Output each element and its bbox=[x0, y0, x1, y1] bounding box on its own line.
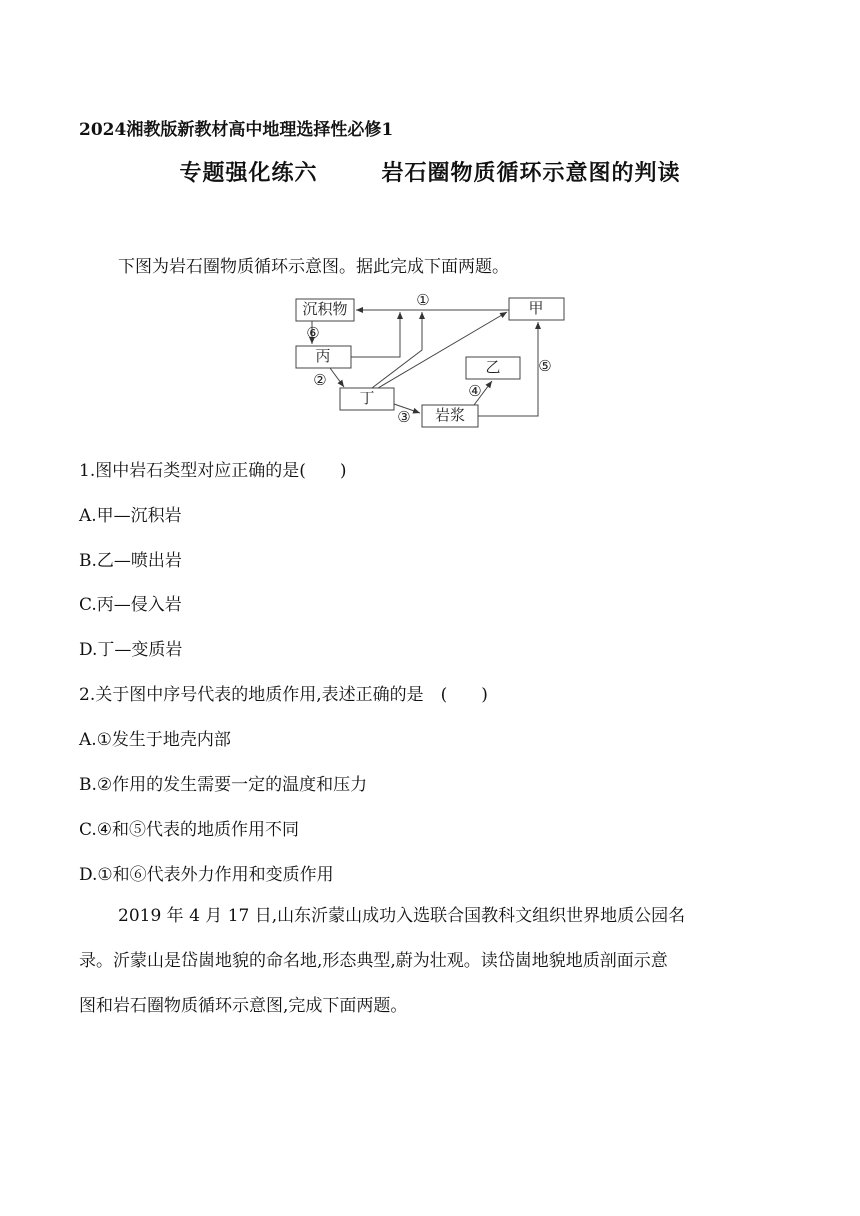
rock-cycle-diagram bbox=[0, 288, 860, 438]
question-1-option-a: A.甲—沉积岩 bbox=[79, 506, 182, 526]
label-bing: 丙 bbox=[315, 347, 331, 365]
question-1-option-b: B.乙—喷出岩 bbox=[79, 551, 182, 571]
label-ding: 丁 bbox=[359, 389, 375, 407]
label-jia: 甲 bbox=[528, 299, 544, 317]
passage-line-2: 录。沂蒙山是岱崮地貌的命名地,形态典型,蔚为壮观。读岱崮地貌地质剖面示意 bbox=[79, 951, 668, 971]
question-1-option-d: D.丁—变质岩 bbox=[79, 640, 183, 660]
label-yi: 乙 bbox=[485, 358, 501, 376]
arrow-2 bbox=[330, 368, 344, 387]
question-2-option-d: D.①和⑥代表外力作用和变质作用 bbox=[79, 865, 334, 885]
process-5: ⑤ bbox=[538, 357, 552, 375]
page-title bbox=[0, 156, 860, 187]
title-sub: 岩石圈物质循环示意图的判读 bbox=[381, 160, 681, 186]
process-2: ② bbox=[313, 371, 327, 389]
intro-text: 下图为岩石圈物质循环示意图。据此完成下面两题。 bbox=[118, 257, 509, 277]
process-1: ① bbox=[416, 291, 430, 309]
title-main: 专题强化练六 bbox=[179, 160, 318, 186]
passage-line-3: 图和岩石圈物质循环示意图,完成下面两题。 bbox=[79, 996, 408, 1016]
question-2-option-c: C.④和⑤代表的地质作用不同 bbox=[79, 820, 300, 840]
label-magma: 岩浆 bbox=[434, 406, 466, 424]
question-2-option-a: A.①发生于地壳内部 bbox=[79, 730, 231, 750]
passage bbox=[79, 894, 779, 1029]
question-2-option-b: B.②作用的发生需要一定的温度和压力 bbox=[79, 775, 368, 795]
process-6: ⑥ bbox=[306, 324, 320, 342]
process-3: ③ bbox=[397, 408, 411, 426]
arrow-bing-up bbox=[351, 312, 400, 357]
process-4: ④ bbox=[468, 382, 482, 400]
label-sediment: 沉积物 bbox=[302, 300, 348, 318]
document-header: 2024湘教版新教材高中地理选择性必修1 bbox=[79, 120, 394, 140]
passage-line-1: 2019 年 4 月 17 日,山东沂蒙山成功入选联合国教科文组织世界地质公园名 bbox=[118, 906, 686, 926]
question-2-stem: 2.关于图中序号代表的地质作用,表述正确的是 ( ) bbox=[79, 685, 488, 705]
question-1-option-c: C.丙—侵入岩 bbox=[79, 595, 182, 615]
question-1-stem: 1.图中岩石类型对应正确的是( ) bbox=[79, 461, 347, 481]
